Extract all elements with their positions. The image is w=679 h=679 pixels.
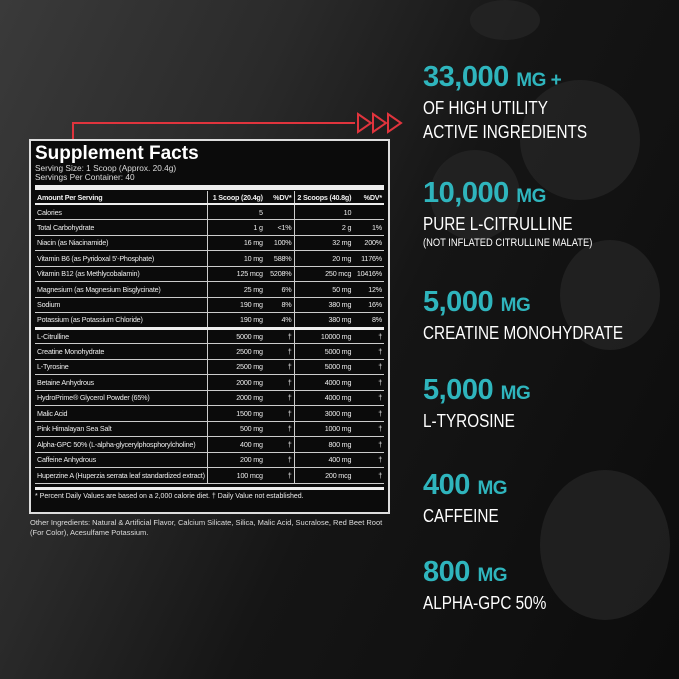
highlight-label: CAFFEINE <box>423 506 499 526</box>
table-cell: 10 <box>294 204 353 220</box>
table-cell: 125 mcg <box>207 266 265 282</box>
table-cell: † <box>265 375 294 391</box>
table-cell: † <box>265 344 294 360</box>
table-cell: 2500 mg <box>207 344 265 360</box>
column-header: %DV* <box>265 191 294 204</box>
table-cell: 2000 mg <box>207 375 265 391</box>
table-row <box>35 390 384 406</box>
table-row <box>35 235 384 251</box>
table-cell: 588% <box>265 251 294 267</box>
table-cell: 400 mg <box>294 452 353 468</box>
highlight-amount <box>423 287 658 321</box>
table-cell: Caffeine Anhydrous <box>35 452 207 468</box>
table-cell: 1% <box>353 220 384 236</box>
table-row <box>35 266 384 282</box>
table-cell: 100% <box>265 235 294 251</box>
highlight-block <box>423 375 531 433</box>
table-cell: Vitamin B12 (as Methlycobalamin) <box>35 266 207 282</box>
table-cell: 20 mg <box>294 251 353 267</box>
highlight-amount <box>423 62 616 96</box>
amount-value: 5,000 <box>423 286 494 318</box>
table-cell: † <box>353 437 384 453</box>
table-cell: 12% <box>353 282 384 298</box>
table-cell: Sodium <box>35 297 207 313</box>
table-row <box>35 437 384 453</box>
table-cell: <1% <box>265 220 294 236</box>
column-header: 1 Scoop (20.4g) <box>207 191 265 204</box>
amount-unit: MG <box>500 295 531 316</box>
table-cell: † <box>265 328 294 344</box>
table-cell: Total Carbohydrate <box>35 220 207 236</box>
amount-value: 400 <box>423 469 470 501</box>
table-cell: † <box>265 421 294 437</box>
table-cell <box>265 204 294 220</box>
table-cell: † <box>265 390 294 406</box>
table-cell: Creatine Monohydrate <box>35 344 207 360</box>
table-cell: 16 mg <box>207 235 265 251</box>
highlight-label: PURE L-CITRULLINE <box>423 214 573 234</box>
table-cell: 8% <box>353 313 384 329</box>
table-row <box>35 359 384 375</box>
facts-table <box>35 191 384 484</box>
amount-unit: MG <box>477 565 508 586</box>
table-header <box>35 191 384 204</box>
table-cell: 50 mg <box>294 282 353 298</box>
amount-value: 5,000 <box>423 374 494 406</box>
highlight-block <box>423 62 616 144</box>
table-cell: 200 mg <box>207 452 265 468</box>
table-cell: 25 mg <box>207 282 265 298</box>
table-cell: † <box>353 452 384 468</box>
table-cell: 5000 mg <box>294 344 353 360</box>
table-row <box>35 468 384 484</box>
table-cell: 10000 mg <box>294 328 353 344</box>
table-cell: † <box>265 406 294 422</box>
table-cell: 380 mg <box>294 313 353 329</box>
table-cell: 190 mg <box>207 297 265 313</box>
table-row <box>35 282 384 298</box>
amount-value: 33,000 <box>423 61 509 93</box>
table-row <box>35 313 384 329</box>
table-cell: 10416% <box>353 266 384 282</box>
amount-value: 10,000 <box>423 177 509 209</box>
table-cell: 5000 mg <box>207 328 265 344</box>
highlight-block <box>423 178 622 250</box>
table-cell: 4000 mg <box>294 375 353 391</box>
table-cell: 190 mg <box>207 313 265 329</box>
column-header: 2 Scoops (40.8g) <box>294 191 353 204</box>
highlight-block <box>423 557 568 615</box>
table-cell: Malic Acid <box>35 406 207 422</box>
table-cell: † <box>353 468 384 484</box>
table-cell: 4% <box>265 313 294 329</box>
table-row <box>35 328 384 344</box>
table-cell: 6% <box>265 282 294 298</box>
servings-per-container: Servings Per Container: 40 <box>35 172 135 182</box>
highlight-label: ALPHA-GPC 50% <box>423 593 547 613</box>
table-cell: † <box>265 452 294 468</box>
highlight-amount <box>423 375 531 409</box>
divider <box>35 185 384 190</box>
amount-unit: MG <box>516 186 546 207</box>
table-cell: 10 mg <box>207 251 265 267</box>
table-cell: 32 mg <box>294 235 353 251</box>
serving-size: Serving Size: 1 Scoop (Approx. 20.4g) <box>35 163 177 173</box>
table-row <box>35 251 384 267</box>
highlight-label: OF HIGH UTILITY <box>423 98 548 118</box>
table-cell: Calories <box>35 204 207 220</box>
table-cell: Pink Himalayan Sea Salt <box>35 421 207 437</box>
highlight-label: L-TYROSINE <box>423 411 515 431</box>
highlight-block <box>423 287 658 345</box>
highlight-amount <box>423 178 622 212</box>
amount-unit: MG <box>500 383 531 404</box>
table-cell: Niacin (as Niacinamide) <box>35 235 207 251</box>
table-row <box>35 421 384 437</box>
table-row <box>35 452 384 468</box>
table-cell: 500 mg <box>207 421 265 437</box>
table-cell: † <box>353 406 384 422</box>
table-cell: 1500 mg <box>207 406 265 422</box>
table-cell: Betaine Anhydrous <box>35 375 207 391</box>
table-cell: 400 mg <box>207 437 265 453</box>
table-cell: 5 <box>207 204 265 220</box>
table-cell: Vitamin B6 (as Pyridoxal 5'-Phosphate) <box>35 251 207 267</box>
table-cell: 3000 mg <box>294 406 353 422</box>
table-cell: Potassium (as Potassium Chloride) <box>35 313 207 329</box>
table-cell: † <box>353 328 384 344</box>
table-cell: 4000 mg <box>294 390 353 406</box>
table-cell: 1 g <box>207 220 265 236</box>
table-cell <box>353 204 384 220</box>
highlight-label: CREATINE MONOHYDRATE <box>423 323 624 343</box>
table-cell: 800 mg <box>294 437 353 453</box>
table-cell: † <box>353 421 384 437</box>
table-cell: 380 mg <box>294 297 353 313</box>
footnote: * Percent Daily Values are based on a 2,000 calorie diet. † Daily Value not established. <box>35 487 384 500</box>
table-cell: † <box>265 359 294 375</box>
facts-title: Supplement Facts <box>35 143 199 164</box>
table-cell: † <box>265 437 294 453</box>
table-row <box>35 220 384 236</box>
supplement-facts-panel <box>29 139 390 514</box>
table-row <box>35 204 384 220</box>
table-cell: 200% <box>353 235 384 251</box>
table-row <box>35 344 384 360</box>
table-cell: 5000 mg <box>294 359 353 375</box>
table-cell: † <box>353 344 384 360</box>
highlight-amount <box>423 470 512 504</box>
table-cell: 1176% <box>353 251 384 267</box>
table-cell: 100 mcg <box>207 468 265 484</box>
table-row <box>35 406 384 422</box>
table-cell: 2500 mg <box>207 359 265 375</box>
table-cell: 2000 mg <box>207 390 265 406</box>
column-header: Amount Per Serving <box>35 191 207 204</box>
table-cell: † <box>265 468 294 484</box>
table-cell: 1000 mg <box>294 421 353 437</box>
table-cell: Magnesium (as Magnesium Bisglycinate) <box>35 282 207 298</box>
table-cell: 2 g <box>294 220 353 236</box>
column-header: %DV* <box>353 191 384 204</box>
table-cell: † <box>353 390 384 406</box>
amount-value: 800 <box>423 556 470 588</box>
table-cell: 250 mcg <box>294 266 353 282</box>
highlight-amount <box>423 557 568 591</box>
table-cell: 16% <box>353 297 384 313</box>
table-row <box>35 375 384 391</box>
highlight-label: ACTIVE INGREDIENTS <box>423 122 588 142</box>
table-cell: Huperzine A (Huperzia serrata leaf standardized extract) <box>35 468 207 484</box>
table-cell: Alpha-GPC 50% (L-alpha-glycerylphosphorylcholine) <box>35 437 207 453</box>
other-ingredients: Other Ingredients: Natural & Artificial Flavor, Calcium Silicate, Silica, Malic Acid, Sucralose, Red Beet Root (For Color), Acesulfame Potassium. <box>30 518 383 537</box>
table-row <box>35 297 384 313</box>
table-cell: † <box>353 375 384 391</box>
table-cell: L-Citrulline <box>35 328 207 344</box>
amount-unit: MG <box>477 478 508 499</box>
highlight-block <box>423 470 512 528</box>
table-cell: HydroPrime® Glycerol Powder (65%) <box>35 390 207 406</box>
amount-unit: MG + <box>516 70 562 91</box>
table-cell: L-Tyrosine <box>35 359 207 375</box>
table-cell: 200 mcg <box>294 468 353 484</box>
table-cell: 8% <box>265 297 294 313</box>
table-cell: † <box>353 359 384 375</box>
table-cell: 5208% <box>265 266 294 282</box>
highlight-note: (NOT INFLATED CITRULLINE MALATE) <box>423 237 593 249</box>
